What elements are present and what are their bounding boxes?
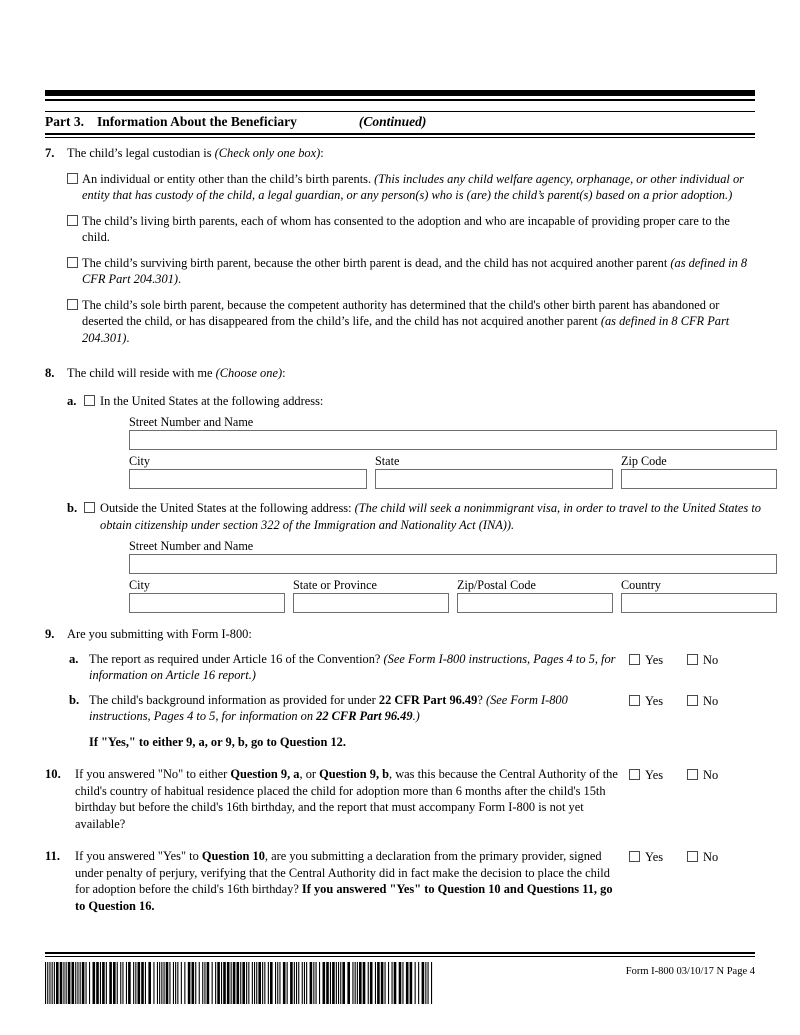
question-8b-text bbox=[100, 500, 777, 533]
page-footer bbox=[45, 952, 755, 1004]
question-7-options bbox=[67, 171, 755, 347]
checkbox-yes-10[interactable] bbox=[629, 769, 640, 780]
answer-yes-label: Yes bbox=[645, 693, 664, 708]
answer-yes-9a[interactable] bbox=[629, 652, 687, 669]
part-rule-bottom-thick bbox=[45, 133, 755, 135]
checkbox-yes-11[interactable] bbox=[629, 851, 640, 862]
part-heading bbox=[45, 112, 755, 133]
question-10-number: 10. bbox=[45, 767, 61, 782]
question-9b-text-plain-1: The child's background information as provided for under bbox=[89, 692, 379, 707]
checkbox-reside-in-us[interactable] bbox=[84, 395, 95, 406]
checkbox-no-9a[interactable] bbox=[687, 654, 698, 665]
answer-no-9b[interactable] bbox=[687, 693, 745, 710]
option-label bbox=[82, 297, 755, 347]
checkbox-custodian-surviving-birth-parent[interactable] bbox=[67, 257, 78, 268]
question-9a-text-plain: The report as required under Article 16 of the Convention? bbox=[89, 651, 384, 666]
question-11-answers bbox=[629, 848, 755, 866]
question-9b-text-italic-2: .) bbox=[412, 709, 420, 724]
footer-rule-thick bbox=[45, 952, 755, 954]
address-block-foreign bbox=[129, 539, 777, 613]
form-barcode bbox=[45, 962, 435, 1004]
option-text-italic: (as defined in 8 CFR Part 204.301) bbox=[82, 314, 730, 345]
zip-label-foreign: Zip/Postal Code bbox=[457, 578, 536, 593]
question-7-stem-tail: : bbox=[320, 146, 324, 160]
answer-yes-10[interactable] bbox=[629, 767, 687, 784]
country-label-foreign: Country bbox=[621, 578, 661, 593]
question-11-text-plain-2: , are you submitting a declaration from the primary provider, signed under penalty of perjury, verifying that the Central Authority did in fact make the decision to place the child for adoption before the child's 16th birthday? bbox=[75, 849, 610, 897]
checkbox-yes-9b[interactable] bbox=[629, 695, 640, 706]
question-8 bbox=[45, 365, 761, 613]
question-10-text-plain-2: , or bbox=[299, 767, 320, 782]
city-label-foreign: City bbox=[129, 578, 150, 593]
question-9a-label: a. bbox=[69, 651, 79, 666]
country-input-foreign[interactable] bbox=[621, 593, 777, 613]
option-text-tail: . bbox=[126, 330, 130, 345]
question-7 bbox=[45, 145, 755, 355]
question-8-stem-italic: (Choose one) bbox=[215, 366, 283, 380]
question-10 bbox=[45, 766, 755, 832]
zip-label-us: Zip Code bbox=[621, 454, 667, 469]
answer-no-10[interactable] bbox=[687, 767, 745, 784]
question-8-number: 8. bbox=[45, 366, 55, 380]
option-text-plain: The child’s surviving birth parent, because the other birth parent is dead, and the child has not acquired another parent bbox=[82, 255, 671, 270]
answer-no-9a[interactable] bbox=[687, 652, 745, 669]
answer-no-label: No bbox=[703, 652, 719, 667]
question-9-stem: Are you submitting with Form I-800: bbox=[67, 627, 252, 642]
footer-rule-thin bbox=[45, 956, 755, 957]
street-input-foreign[interactable] bbox=[129, 554, 777, 574]
question-11-text-plain-1: If you answered "Yes" to bbox=[75, 849, 202, 864]
option-label bbox=[82, 255, 755, 288]
question-10-text-plain-1: If you answered "No" to either bbox=[75, 767, 231, 782]
question-9a bbox=[67, 651, 755, 684]
answer-no-label: No bbox=[703, 768, 719, 783]
question-7-stem-italic: (Check only one box) bbox=[214, 146, 321, 160]
question-8b-text-plain: Outside the United States at the following address: bbox=[100, 501, 355, 516]
question-9a-text bbox=[89, 651, 629, 684]
street-input-us[interactable] bbox=[129, 430, 777, 450]
question-9-number: 9. bbox=[45, 627, 55, 642]
question-9b-text-bold-1: 22 CFR Part 96.49 bbox=[378, 692, 478, 707]
question-8-stem: The child will reside with me bbox=[67, 366, 216, 380]
option-text-italic: (as defined in 8 CFR Part 204.301) bbox=[82, 255, 748, 286]
question-9b-label: b. bbox=[69, 692, 80, 707]
question-9-note: If "Yes," to either 9, a, or 9, b, go to Question 12. bbox=[89, 734, 346, 749]
state-label-us: State bbox=[375, 454, 400, 469]
question-9b-text bbox=[89, 692, 629, 725]
question-8b-label: b. bbox=[67, 501, 78, 516]
option-label bbox=[82, 171, 755, 204]
state-label-foreign: State or Province bbox=[293, 578, 377, 593]
question-8b[interactable] bbox=[67, 500, 777, 533]
option-text-plain: An individual or entity other than the child’s birth parents. bbox=[82, 171, 375, 186]
street-label-us: Street Number and Name bbox=[129, 415, 254, 430]
question-9b-text-bolditalic-1: 22 CFR Part 96.49 bbox=[316, 709, 413, 724]
question-11-number: 11. bbox=[45, 849, 61, 864]
question-10-answers bbox=[629, 766, 755, 784]
option-row[interactable] bbox=[67, 171, 755, 204]
checkbox-no-10[interactable] bbox=[687, 769, 698, 780]
question-10-text-bold-2: Question 9, b bbox=[319, 767, 390, 782]
city-label-us: City bbox=[129, 454, 150, 469]
part-title: Information About the Beneficiary bbox=[97, 114, 297, 129]
street-label-foreign: Street Number and Name bbox=[129, 539, 254, 554]
part-rule-bottom-thin bbox=[45, 137, 755, 138]
checkbox-custodian-sole-birth-parent[interactable] bbox=[67, 299, 78, 310]
page-header bbox=[45, 90, 755, 138]
checkbox-no-11[interactable] bbox=[687, 851, 698, 862]
option-row[interactable] bbox=[67, 255, 755, 288]
question-9a-answers bbox=[629, 651, 755, 669]
option-text-italic: (This includes any child welfare agency, orphanage, or other individual or entity that has custody of the child, a legal guardian, or any person(s) who is (are) the child’s parent(s) based on a prior adoption.) bbox=[82, 171, 744, 202]
question-11 bbox=[45, 848, 755, 914]
city-input-us[interactable] bbox=[129, 469, 367, 489]
question-11-text-bold-2: If you answered "Yes" to Question 10 and Questions 11, go to Question 16. bbox=[75, 882, 613, 913]
option-row[interactable] bbox=[67, 297, 755, 347]
checkbox-reside-outside-us[interactable] bbox=[84, 502, 95, 513]
question-8a-text: In the United States at the following address: bbox=[100, 393, 324, 408]
question-8-stem-tail: : bbox=[282, 366, 286, 380]
question-9b bbox=[67, 692, 755, 725]
option-text-tail: . bbox=[178, 272, 182, 286]
question-7-stem: The child’s legal custodian is bbox=[67, 146, 215, 160]
answer-no-label: No bbox=[703, 693, 719, 708]
question-9a-text-italic: (See Form I-800 instructions, Pages 4 to 5, for information on Article 16 report.) bbox=[89, 651, 616, 683]
question-7-number: 7. bbox=[45, 146, 55, 160]
answer-yes-label: Yes bbox=[645, 850, 664, 865]
checkbox-custodian-living-birth-parents[interactable] bbox=[67, 215, 78, 226]
zip-input-us[interactable] bbox=[621, 469, 777, 489]
answer-yes-label: Yes bbox=[645, 652, 664, 667]
question-10-text bbox=[75, 766, 629, 832]
question-8b-text-italic: (The child will seek a nonimmigrant visa, in order to travel to the United States to obtain citizenship under section 322 of the Immigration and Nationality Act (INA)). bbox=[100, 501, 761, 532]
option-label bbox=[82, 213, 755, 246]
part-number: Part 3. bbox=[45, 114, 84, 129]
question-9b-text-plain-2: ? bbox=[477, 692, 486, 707]
question-11-text bbox=[75, 848, 629, 914]
form-content bbox=[45, 145, 761, 914]
answer-yes-11[interactable] bbox=[629, 849, 687, 866]
answer-no-11[interactable] bbox=[687, 849, 745, 866]
question-10-text-plain-3: , was this because the Central Authority of the child's country of habitual residence placed the child for adoption more than 6 months after the child's 15th birthday but before the child's 16th birthday, and the report that must accompany Form I-800 is not yet available? bbox=[75, 767, 618, 831]
question-11-text-bold-1: Question 10 bbox=[201, 849, 265, 864]
option-row[interactable] bbox=[67, 213, 755, 246]
answer-yes-label: Yes bbox=[645, 768, 664, 783]
part-continued: (Continued) bbox=[358, 114, 427, 129]
question-10-text-bold-1: Question 9, a bbox=[230, 767, 300, 782]
question-8a-label: a. bbox=[67, 393, 77, 408]
state-input-foreign[interactable] bbox=[293, 593, 449, 613]
question-9b-answers bbox=[629, 692, 755, 710]
city-input-foreign[interactable] bbox=[129, 593, 285, 613]
answer-no-label: No bbox=[703, 850, 719, 865]
question-8a[interactable] bbox=[67, 393, 777, 410]
question-9b-text-italic-1: (See Form I-800 instructions, Pages 4 to 5, for information on bbox=[89, 692, 568, 724]
question-9 bbox=[45, 626, 755, 750]
state-input-us[interactable] bbox=[375, 469, 613, 489]
address-block-us bbox=[129, 415, 777, 489]
checkbox-no-9b[interactable] bbox=[687, 695, 698, 706]
zip-input-foreign[interactable] bbox=[457, 593, 613, 613]
option-text-plain: The child’s living birth parents, each of whom has consented to the adoption and who are incapable of providing proper care to the child. bbox=[82, 213, 730, 244]
footer-form-id: Form I-800 03/10/17 N Page 4 bbox=[625, 965, 755, 977]
checkbox-yes-9a[interactable] bbox=[629, 654, 640, 665]
answer-yes-9b[interactable] bbox=[629, 693, 687, 710]
checkbox-custodian-other-entity[interactable] bbox=[67, 173, 78, 184]
option-text-plain: The child’s sole birth parent, because the competent authority has determined that the child's other birth parent has abandoned or deserted the child, or has disappeared from the child’s life, and the child has not acquired another parent bbox=[82, 297, 720, 328]
